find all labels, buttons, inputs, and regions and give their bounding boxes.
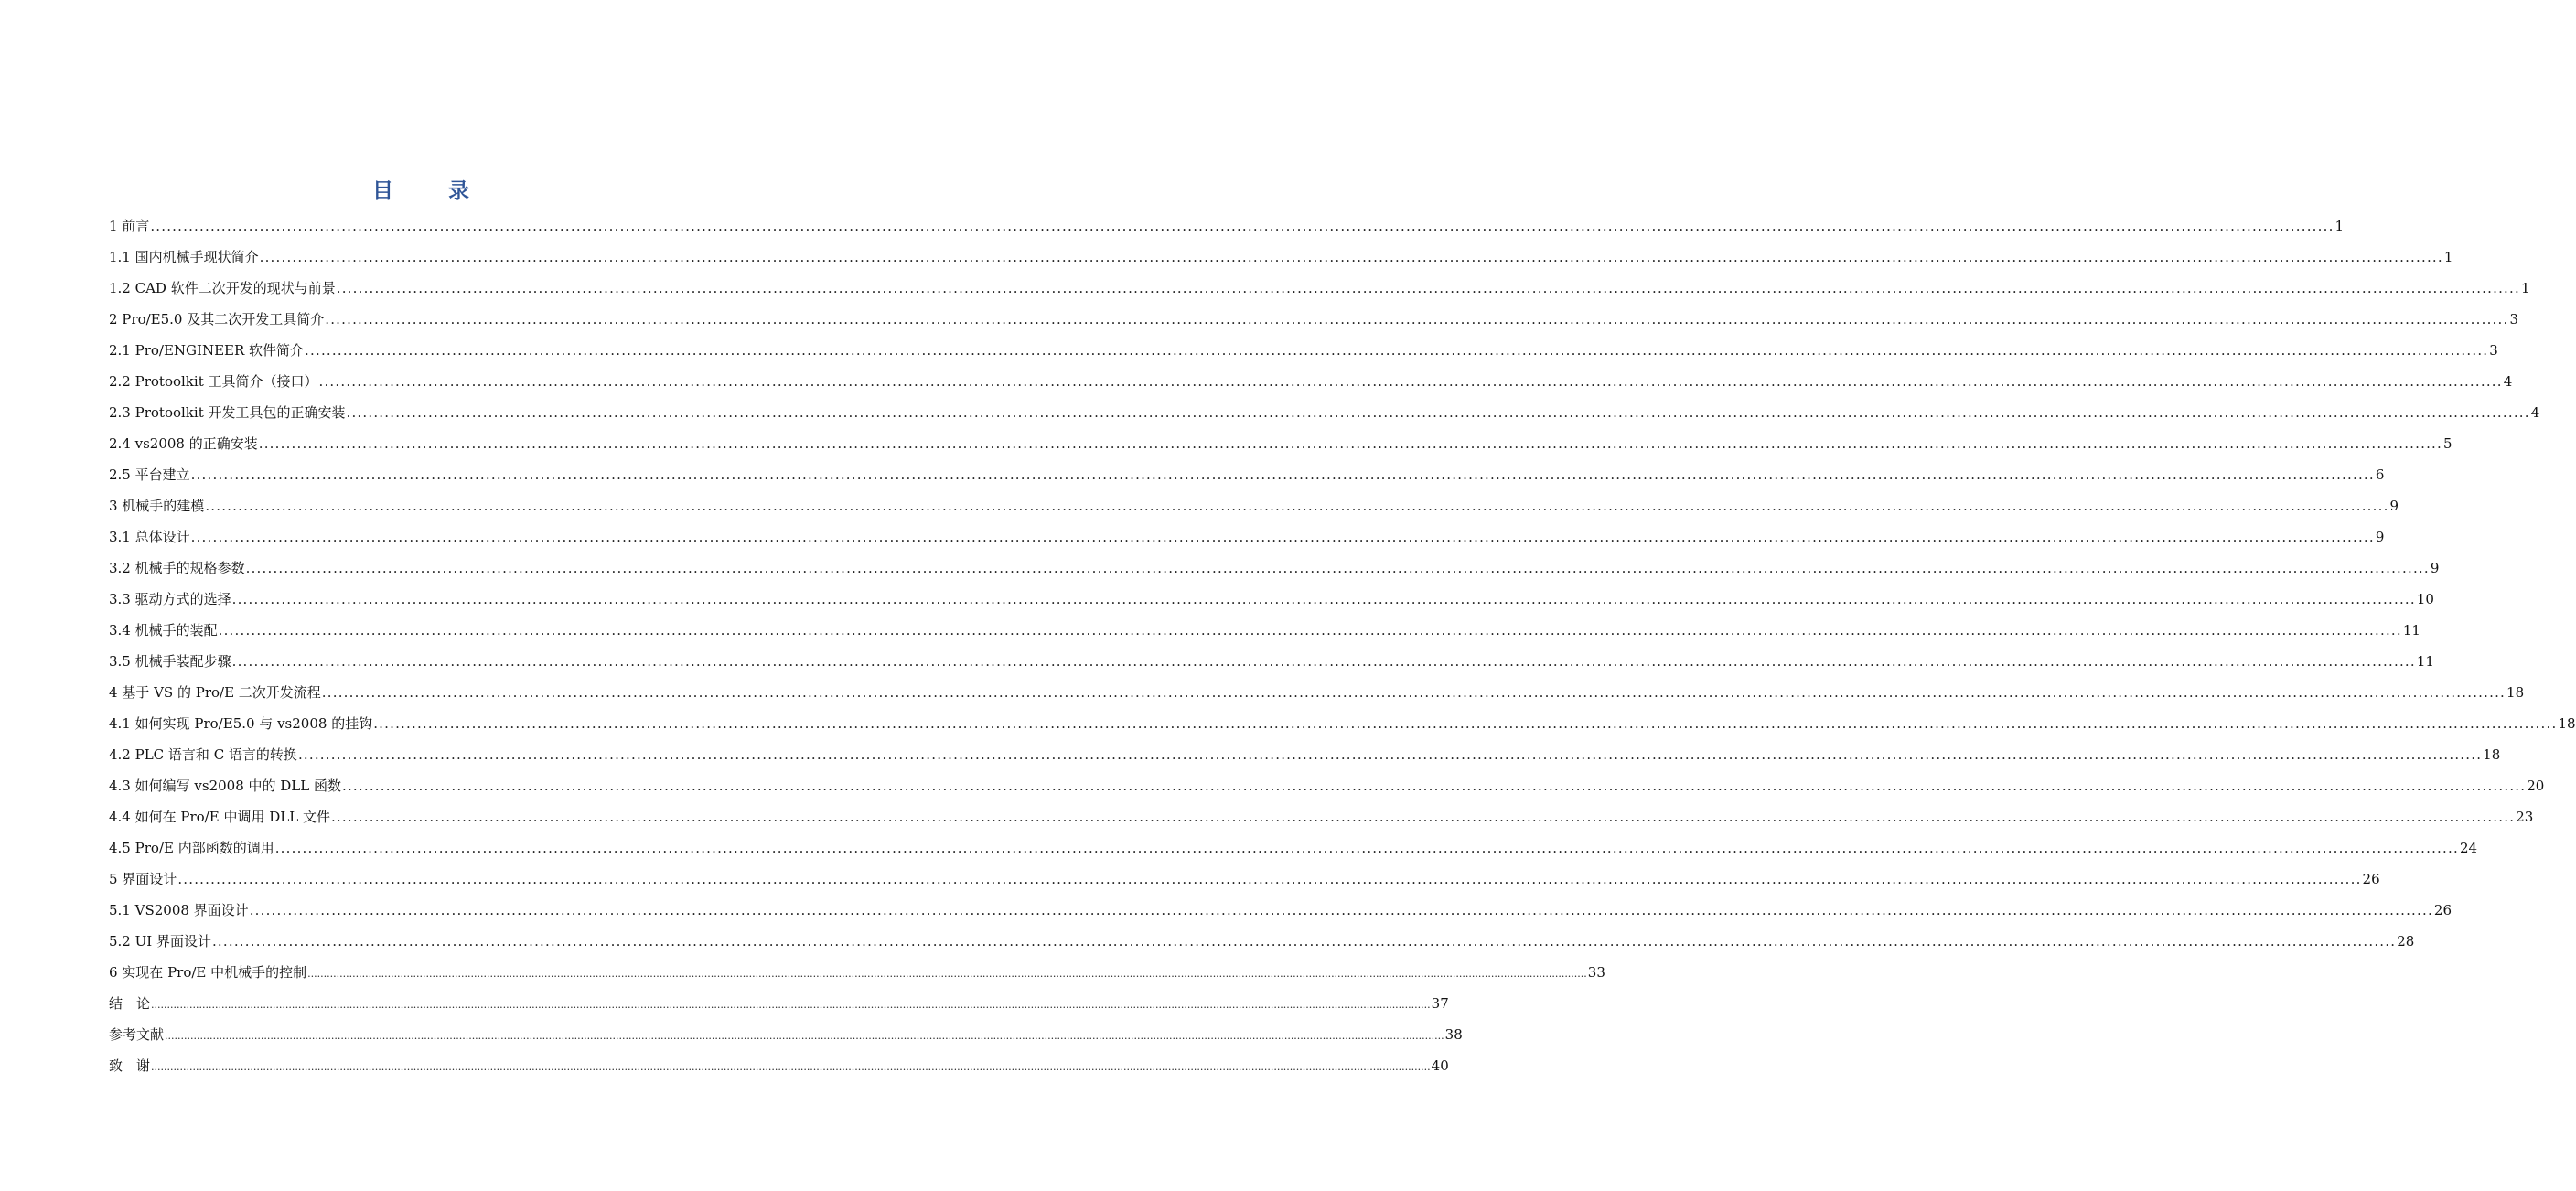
toc-leader-dots: ................................................................................................................................................................................................................................................................................................................................................................................................................: [342, 778, 2527, 794]
toc-leader-dots: ................................................................................................................................................................................................................................................................................................................................................................................................................: [231, 591, 2416, 607]
toc-leader-dots: ................................................................................................................................................................................................................................................................................................................................................................................................................: [165, 1030, 1444, 1042]
toc-leader-dots: ................................................................................................................................................................................................................................................................................................................................................................................................................: [151, 1061, 1431, 1073]
toc-entry-label: 参考文献: [109, 1026, 165, 1043]
toc-entry-page: 4: [2503, 373, 2513, 390]
toc-title: 目 录: [371, 178, 493, 203]
toc-entry-label: 致 谢: [109, 1057, 151, 1074]
toc-entry: [109, 397, 2540, 428]
toc-entry: [109, 210, 2345, 241]
toc-entry-page: 11: [2402, 622, 2420, 638]
toc-entry-page: 1: [2443, 249, 2453, 265]
toc-entry: [109, 801, 2534, 832]
toc-entry-page: 9: [2430, 560, 2440, 576]
toc-leader-dots: ................................................................................................................................................................................................................................................................................................................................................................................................................: [231, 653, 2416, 670]
toc-entry-page: 38: [1444, 1026, 1463, 1043]
toc-entry: [109, 584, 2434, 615]
toc-leader-dots: ................................................................................................................................................................................................................................................................................................................................................................................................................: [330, 809, 2516, 825]
toc-entry-label: 6 实现在 Pro/E 中机械手的控制: [109, 964, 307, 981]
toc-entry-label: 2.4 vs2008 的正确安装: [109, 435, 258, 452]
toc-entry-page: 33: [1587, 964, 1605, 981]
toc-entry: [109, 739, 2501, 770]
toc-entry-page: 9: [2375, 529, 2385, 545]
toc-leader-dots: ................................................................................................................................................................................................................................................................................................................................................................................................................: [190, 529, 2375, 545]
toc-leader-dots: ................................................................................................................................................................................................................................................................................................................................................................................................................: [325, 311, 2509, 327]
toc-leader-dots: ................................................................................................................................................................................................................................................................................................................................................................................................................: [259, 249, 2443, 265]
toc-entry-page: 28: [2397, 933, 2415, 950]
toc-entry-page: 23: [2516, 809, 2534, 825]
toc-entry-label: 5.1 VS2008 界面设计: [109, 902, 249, 918]
toc-leader-dots: ................................................................................................................................................................................................................................................................................................................................................................................................................: [211, 933, 2397, 950]
toc-entry: [109, 1050, 1449, 1081]
toc-entry-label: 4.5 Pro/E 内部函数的调用: [109, 840, 274, 856]
toc-entry-label: 3.2 机械手的规格参数: [109, 560, 245, 576]
toc-entry: [109, 926, 2415, 957]
toc-entry-label: 4.1 如何实现 Pro/E5.0 与 vs2008 的挂钩: [109, 715, 373, 732]
toc-entry: [109, 521, 2385, 553]
toc-entry: [109, 553, 2440, 584]
toc-entry-label: 3.1 总体设计: [109, 529, 190, 545]
toc-entry-label: 2.2 Protoolkit 工具简介（接口）: [109, 373, 318, 390]
toc-leader-dots: ................................................................................................................................................................................................................................................................................................................................................................................................................: [307, 968, 1587, 980]
toc-entry-page: 11: [2416, 653, 2434, 670]
toc-entry-page: 1: [2520, 280, 2530, 296]
toc-entry-page: 5: [2442, 435, 2453, 452]
toc-entry-label: 1.1 国内机械手现状简介: [109, 249, 259, 265]
toc-entry-label: 2.1 Pro/ENGINEER 软件简介: [109, 342, 305, 359]
toc-entry-label: 5 界面设计: [109, 871, 177, 887]
toc-entry-page: 9: [2389, 498, 2399, 514]
toc-entry: [109, 459, 2385, 490]
toc-entry: [109, 490, 2399, 521]
toc-leader-dots: ................................................................................................................................................................................................................................................................................................................................................................................................................: [177, 871, 2362, 887]
toc-leader-dots: ................................................................................................................................................................................................................................................................................................................................................................................................................: [318, 373, 2503, 390]
toc-entry: [109, 832, 2478, 864]
toc-entry: [109, 708, 2576, 739]
toc-entry-page: 18: [2506, 684, 2525, 701]
toc-entry: [109, 864, 2380, 895]
toc-leader-dots: ................................................................................................................................................................................................................................................................................................................................................................................................................: [346, 404, 2530, 421]
toc-entry-page: 18: [2558, 715, 2576, 732]
toc-entry-page: 4: [2530, 404, 2540, 421]
toc-entry: [109, 957, 1605, 988]
toc-entry-page: 37: [1431, 995, 1449, 1012]
toc-entry-page: 26: [2433, 902, 2453, 918]
toc-entry-page: 3: [2489, 342, 2498, 359]
toc-entry-label: 3.5 机械手装配步骤: [109, 653, 231, 670]
toc-entry: [109, 273, 2530, 304]
toc-entry-label: 5.2 UI 界面设计: [109, 933, 211, 950]
toc-leader-dots: ................................................................................................................................................................................................................................................................................................................................................................................................................: [190, 467, 2375, 483]
toc-entry: [109, 1019, 1463, 1050]
toc-entry: [109, 428, 2453, 459]
toc-entry-page: 18: [2483, 746, 2501, 763]
toc-entry-label: 4.3 如何编写 vs2008 中的 DLL 函数: [109, 778, 341, 794]
toc-entry-page: 10: [2416, 591, 2434, 607]
toc-list: [109, 210, 2576, 1081]
toc-leader-dots: ................................................................................................................................................................................................................................................................................................................................................................................................................: [150, 218, 2334, 234]
toc-entry: [109, 304, 2519, 335]
toc-leader-dots: ................................................................................................................................................................................................................................................................................................................................................................................................................: [245, 560, 2430, 576]
toc-entry-label: 2.3 Protoolkit 开发工具包的正确安装: [109, 404, 346, 421]
toc-entry-page: 40: [1431, 1057, 1449, 1074]
toc-entry-label: 2.5 平台建立: [109, 467, 190, 483]
toc-entry: [109, 677, 2525, 708]
toc-entry-page: 3: [2509, 311, 2519, 327]
toc-leader-dots: ................................................................................................................................................................................................................................................................................................................................................................................................................: [305, 342, 2489, 359]
toc-entry: [109, 646, 2434, 677]
toc-entry-page: 26: [2362, 871, 2380, 887]
toc-entry-label: 3.3 驱动方式的选择: [109, 591, 231, 607]
toc-leader-dots: ................................................................................................................................................................................................................................................................................................................................................................................................................: [321, 684, 2506, 701]
toc-entry-label: 2 Pro/E5.0 及其二次开发工具简介: [109, 311, 325, 327]
toc-leader-dots: ................................................................................................................................................................................................................................................................................................................................................................................................................: [297, 746, 2483, 763]
toc-entry-label: 1 前言: [109, 218, 150, 234]
toc-entry-label: 4.2 PLC 语言和 C 语言的转换: [109, 746, 297, 763]
toc-leader-dots: ................................................................................................................................................................................................................................................................................................................................................................................................................: [218, 622, 2402, 638]
toc-entry-page: 20: [2527, 778, 2545, 794]
toc-entry-label: 4 基于 VS 的 Pro/E 二次开发流程: [109, 684, 321, 701]
toc-entry-page: 24: [2459, 840, 2478, 856]
toc-entry-label: 4.4 如何在 Pro/E 中调用 DLL 文件: [109, 809, 330, 825]
toc-leader-dots: ................................................................................................................................................................................................................................................................................................................................................................................................................: [249, 902, 2433, 918]
toc-entry-page: 6: [2375, 467, 2385, 483]
toc-entry: [109, 988, 1449, 1019]
toc-leader-dots: ................................................................................................................................................................................................................................................................................................................................................................................................................: [274, 840, 2459, 856]
toc-entry-label: 3.4 机械手的装配: [109, 622, 218, 638]
toc-entry: [109, 895, 2453, 926]
toc-entry-label: 3 机械手的建模: [109, 498, 205, 514]
toc-entry: [109, 770, 2545, 801]
toc-leader-dots: ................................................................................................................................................................................................................................................................................................................................................................................................................: [258, 435, 2442, 452]
toc-entry: [109, 335, 2498, 366]
toc-entry-label: 结 论: [109, 995, 151, 1012]
toc-entry-label: 1.2 CAD 软件二次开发的现状与前景: [109, 280, 336, 296]
toc-leader-dots: ................................................................................................................................................................................................................................................................................................................................................................................................................: [336, 280, 2520, 296]
toc-leader-dots: ................................................................................................................................................................................................................................................................................................................................................................................................................: [373, 715, 2558, 732]
toc-entry-page: 1: [2334, 218, 2345, 234]
toc-entry: [109, 366, 2513, 397]
toc-entry: [109, 241, 2453, 273]
toc-entry: [109, 615, 2420, 646]
toc-leader-dots: ................................................................................................................................................................................................................................................................................................................................................................................................................: [151, 999, 1431, 1011]
toc-leader-dots: ................................................................................................................................................................................................................................................................................................................................................................................................................: [205, 498, 2389, 514]
